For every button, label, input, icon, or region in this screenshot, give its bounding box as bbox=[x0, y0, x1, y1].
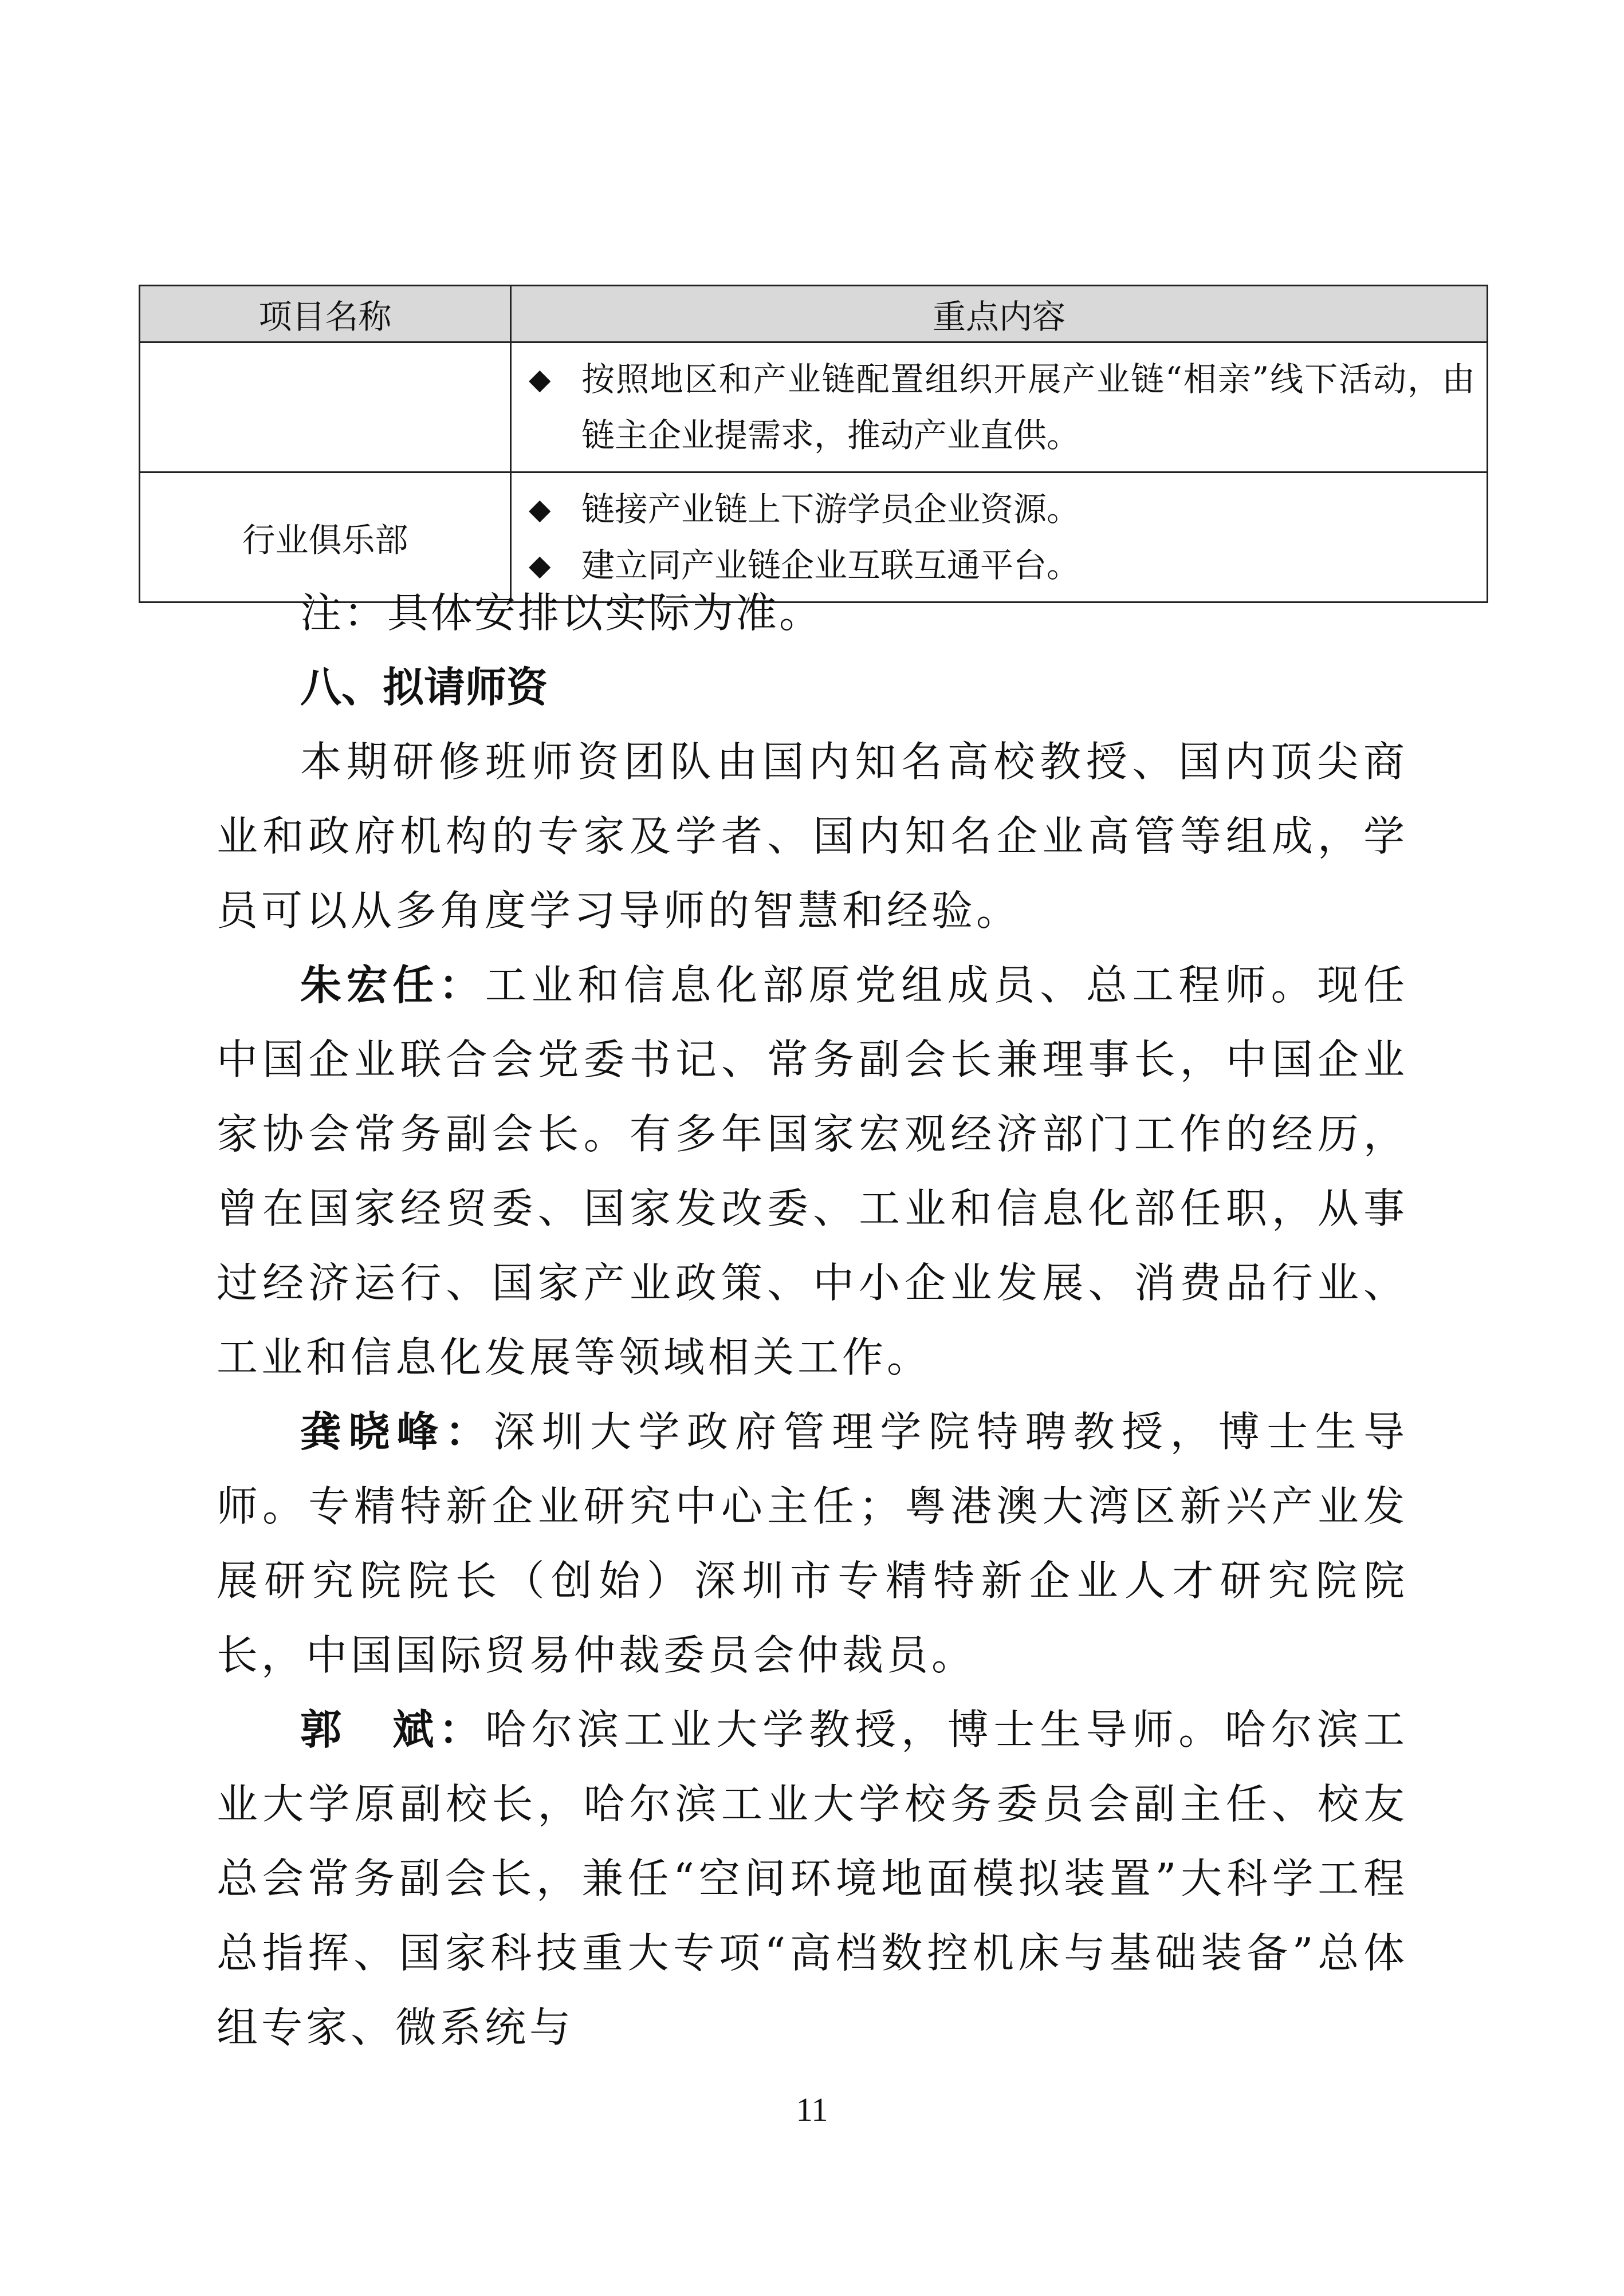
table-header-row bbox=[140, 286, 1488, 342]
teacher-paragraph bbox=[217, 1395, 1408, 1692]
teacher-name: 龚晓峰： bbox=[300, 1408, 494, 1456]
table-row bbox=[140, 342, 1488, 472]
diamond-bullet-icon: ◆ bbox=[529, 363, 551, 396]
teacher-name: 郭 斌： bbox=[300, 1706, 485, 1754]
page-number: 11 bbox=[796, 2091, 828, 2128]
diamond-bullet-icon: ◆ bbox=[529, 493, 551, 526]
bullet-text: 链接产业链上下游学员企业资源。 bbox=[581, 490, 1080, 529]
teacher-name: 朱宏任： bbox=[300, 961, 485, 1009]
program-table bbox=[139, 285, 1488, 603]
intro-paragraph: 本期研修班师资团队由国内知名高校教授、国内顶尖商业和政府机构的专家及学者、国内知名企业高管等组成，学员可以从多角度学习导师的智慧和经验。 bbox=[217, 738, 1408, 935]
project-name-cell bbox=[140, 342, 511, 472]
column-header-project-name: 项目名称 bbox=[140, 286, 511, 342]
column-header-key-content: 重点内容 bbox=[511, 286, 1488, 342]
list-item bbox=[529, 351, 1475, 463]
bullet-text: 按照地区和产业链配置组织开展产业链“相亲”线下活动，由链主企业提需求，推动产业直供。 bbox=[581, 360, 1475, 455]
table-note: 注：具体安排以实际为准。 bbox=[300, 589, 823, 637]
project-name-cell: 行业俱乐部 bbox=[140, 472, 511, 602]
diamond-bullet-icon: ◆ bbox=[529, 549, 551, 582]
bullet-list bbox=[512, 343, 1487, 471]
key-content-cell bbox=[511, 342, 1488, 472]
teacher-bio: 工业和信息化部原党组成员、总工程师。现任中国企业联合会党委书记、常务副会长兼理事长，中国企业家协会常务副会长。有多年国家宏观经济部门工作的经历，曾在国家经贸委、国家发改委、工业和信息化部任职，从事过经济运行、国家产业政策、中小企业发展、消费品行业、工业和信息化发展等领域相关工作。 bbox=[217, 961, 1408, 1381]
body-text bbox=[217, 576, 1408, 2065]
section-heading: 八、拟请师资 bbox=[300, 663, 548, 711]
teacher-paragraph bbox=[217, 1692, 1408, 2065]
list-item bbox=[529, 481, 1475, 537]
teacher-bio: 深圳大学政府管理学院特聘教授，博士生导师。专精特新企业研究中心主任；粤港澳大湾区新兴产业发展研究院院长（创始）深圳市专精特新企业人才研究院院长，中国国际贸易仲裁委员会仲裁员。 bbox=[217, 1408, 1408, 1679]
bullet-text: 建立同产业链企业互联互通平台。 bbox=[581, 546, 1080, 585]
teacher-paragraph bbox=[217, 948, 1408, 1395]
teacher-bio: 哈尔滨工业大学教授，博士生导师。哈尔滨工业大学原副校长，哈尔滨工业大学校务委员会副主任、校友总会常务副会长，兼任“空间环境地面模拟装置”大科学工程总指挥、国家科技重大专项“高档数控机床与基础装备”总体组专家、微系统与 bbox=[217, 1706, 1408, 2051]
